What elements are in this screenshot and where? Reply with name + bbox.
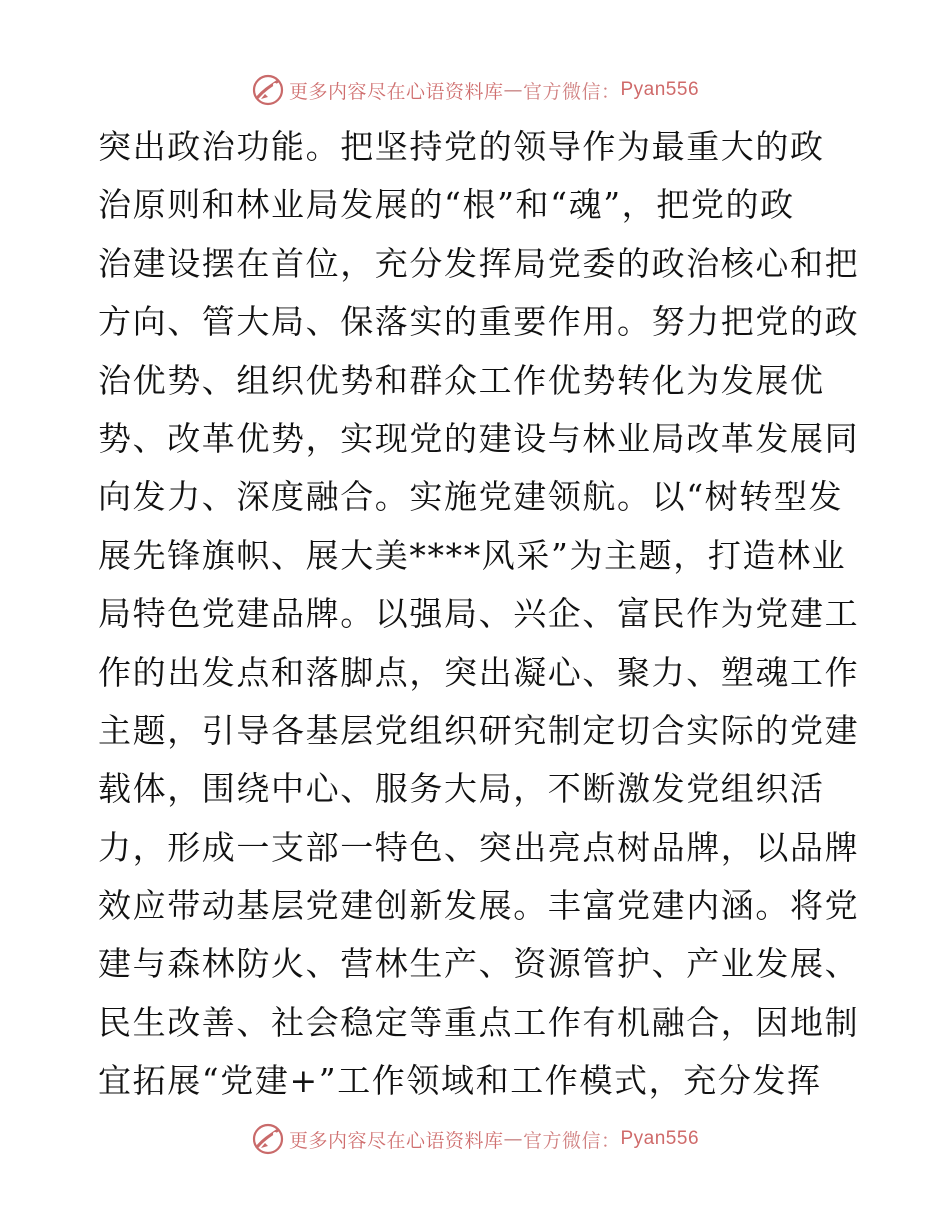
text-line: 治建设摆在首位，充分发挥局党委的政治核心和把 xyxy=(98,243,860,283)
watermark-separator: — xyxy=(503,1128,523,1150)
watermark-wechat-id: Pyan556 xyxy=(620,1128,700,1149)
text-line: 建与森林防火、营林生产、资源管护、产业发展、 xyxy=(98,944,860,984)
watermark-wechat-label: 官方微信： xyxy=(522,1129,621,1152)
text-line: 载体，围绕中心、服务大局，不断激发党组织活 xyxy=(98,769,825,809)
text-line: 主题，引导各基层党组织研究制定切合实际的党建 xyxy=(98,710,860,750)
watermark-main-text: 更多内容尽在心语资料库 xyxy=(288,80,504,103)
text-line: 力，形成一支部一特色、突出亮点树品牌，以品牌 xyxy=(98,827,860,867)
watermark-separator: — xyxy=(503,79,523,101)
watermark-wechat-id: Pyan556 xyxy=(620,79,700,100)
footer-watermark xyxy=(0,1119,950,1159)
document-body xyxy=(98,118,858,1111)
text-line: 局特色党建品牌。以强局、兴企、富民作为党建工 xyxy=(98,594,860,634)
text-line: 方向、管大局、保落实的重要作用。努力把党的政 xyxy=(98,302,860,342)
text-line: 治原则和林业局发展的“根”和“魂”，把党的政 xyxy=(98,185,795,225)
watermark-wechat-label: 官方微信： xyxy=(522,80,621,103)
watermark-main-text: 更多内容尽在心语资料库 xyxy=(288,1129,504,1152)
text-line: 展先锋旗帜、展大美****风采”为主题，打造林业 xyxy=(98,535,847,575)
text-line: 向发力、深度融合。实施党建领航。以“树转型发 xyxy=(98,477,844,517)
text-line: 作的出发点和落脚点，突出凝心、聚力、塑魂工作 xyxy=(98,652,860,692)
text-line: 民生改善、社会稳定等重点工作有机融合，因地制 xyxy=(98,1002,860,1042)
pen-logo-icon xyxy=(251,1122,285,1156)
text-line: 势、改革优势，实现党的建设与林业局改革发展同 xyxy=(98,418,860,458)
text-line: 宜拓展“党建+”工作领域和工作模式，充分发挥 xyxy=(98,1061,822,1101)
text-line: 突出政治功能。把坚持党的领导作为最重大的政 xyxy=(98,127,825,166)
pen-logo-icon xyxy=(251,73,285,107)
text-line: 效应带动基层党建创新发展。丰富党建内涵。将党 xyxy=(98,886,860,926)
header-watermark xyxy=(0,70,950,110)
text-line: 治优势、组织优势和群众工作优势转化为发展优 xyxy=(98,360,825,400)
